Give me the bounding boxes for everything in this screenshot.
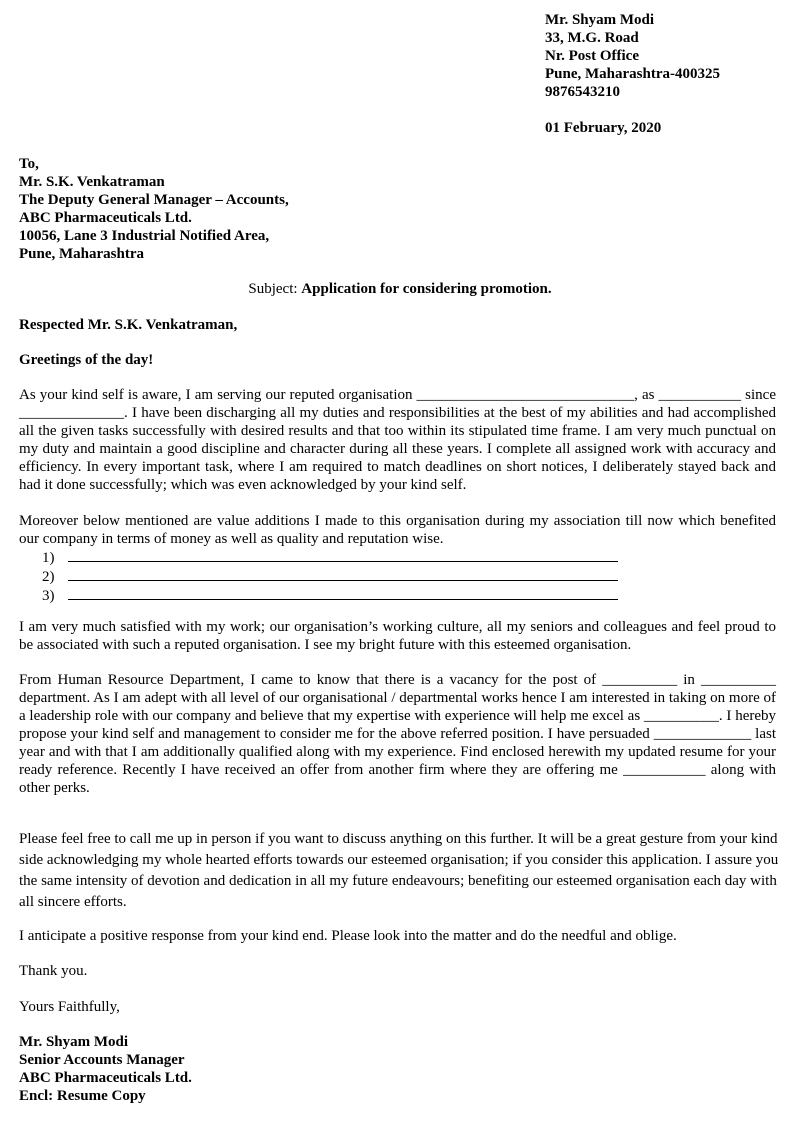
enclosure-note: Encl: Resume Copy — [19, 1088, 146, 1104]
body-paragraph-satisfaction: I am very much satisfied with my work; our organisation’s working culture, all my seniors and colleagues and feel proud to be associated with such a reputed organisation. I see my bright future with this esteemed organisation. — [19, 619, 776, 653]
sender-address-block — [545, 11, 720, 101]
signature-title: Senior Accounts Manager — [19, 1052, 185, 1068]
signature-company: ABC Pharmaceuticals Ltd. — [19, 1070, 192, 1086]
sender-city: Pune, Maharashtra-400325 — [545, 66, 720, 82]
salutation: Respected Mr. S.K. Venkatraman, — [19, 317, 238, 333]
value-additions-list — [42, 548, 618, 605]
list-item-blank-line — [68, 586, 618, 600]
sender-address-line-2: Nr. Post Office — [545, 48, 639, 64]
list-item — [42, 586, 618, 605]
list-item — [42, 567, 618, 586]
sender-address-line-1: 33, M.G. Road — [545, 30, 639, 46]
body-paragraph-anticipation: I anticipate a positive response from your kind end. Please look into the matter and do the needful and oblige. — [19, 928, 677, 944]
subject-text: Application for considering promotion. — [301, 281, 552, 297]
list-item-number: 3) — [42, 588, 55, 604]
recipient-company: ABC Pharmaceuticals Ltd. — [19, 210, 192, 226]
list-item-number: 2) — [42, 569, 55, 585]
closing-line: Yours Faithfully, — [19, 999, 120, 1015]
recipient-to: To, — [19, 156, 39, 172]
list-item-blank-line — [68, 567, 618, 581]
list-item — [42, 548, 618, 567]
recipient-address: 10056, Lane 3 Industrial Notified Area, — [19, 228, 270, 244]
body-paragraph-service: As your kind self is aware, I am serving our reputed organisation _____________________________, as ___________ since ______________. I have been discharging all my duties and responsibilities at the best of my abilities and had accomplished all the given tasks successfully with desired results and that too within its stipulated time frame. I am very much punctual on my duty and maintain a good discipline and character during all these years. I complete all assigned work with accuracy and efficiency. In every important task, where I am required to match deadlines on short notices, I deliberately stayed back and had it done successfully; which was even acknowledged by your kind self. — [19, 387, 776, 493]
subject-line — [0, 280, 800, 298]
list-item-blank-line — [68, 548, 618, 562]
recipient-name: Mr. S.K. Venkatraman — [19, 174, 165, 190]
list-item-number: 1) — [42, 550, 55, 566]
sender-name: Mr. Shyam Modi — [545, 12, 655, 28]
thanks-line: Thank you. — [19, 963, 88, 979]
recipient-address-block — [19, 155, 289, 263]
subject-label: Subject: — [248, 281, 298, 297]
recipient-designation: The Deputy General Manager – Accounts, — [19, 192, 289, 208]
body-paragraph-request: Please feel free to call me up in person if you want to discuss anything on this further. It will be a great gesture from your kind side acknowledging my whole hearted efforts towards our esteemed organisation; if you consider this application. I assure you the same intensity of devotion and dedication in all my future endeavours; benefiting our esteemed organisation each day with all sincere efforts. — [19, 831, 779, 910]
signature-name: Mr. Shyam Modi — [19, 1034, 129, 1050]
signature-block — [19, 1033, 192, 1105]
sender-phone: 9876543210 — [545, 84, 620, 100]
recipient-city: Pune, Maharashtra — [19, 246, 144, 262]
body-paragraph-value-additions: Moreover below mentioned are value additions I made to this organisation during my association till now which benefited our company in terms of money as well as quality and reputation wise. — [19, 513, 776, 547]
letter-date: 01 February, 2020 — [545, 120, 662, 136]
greeting: Greetings of the day! — [19, 352, 154, 368]
body-paragraph-vacancy: From Human Resource Department, I came to know that there is a vacancy for the post of __________ in __________ department. As I am adept with all level of our organisational / departmental works hence I am interested in taking on more of a leadership role with our company and believe that my expertise with experience will help me excel as __________. I hereby propose your kind self and management to consider me for the above referred position. I have persuaded _____________ last year and with that I am additionally qualified along with my experience. Find enclosed herewith my updated resume for your ready reference. Recently I have received an offer from another firm where they are offering me ___________ along with other perks. — [19, 672, 776, 796]
